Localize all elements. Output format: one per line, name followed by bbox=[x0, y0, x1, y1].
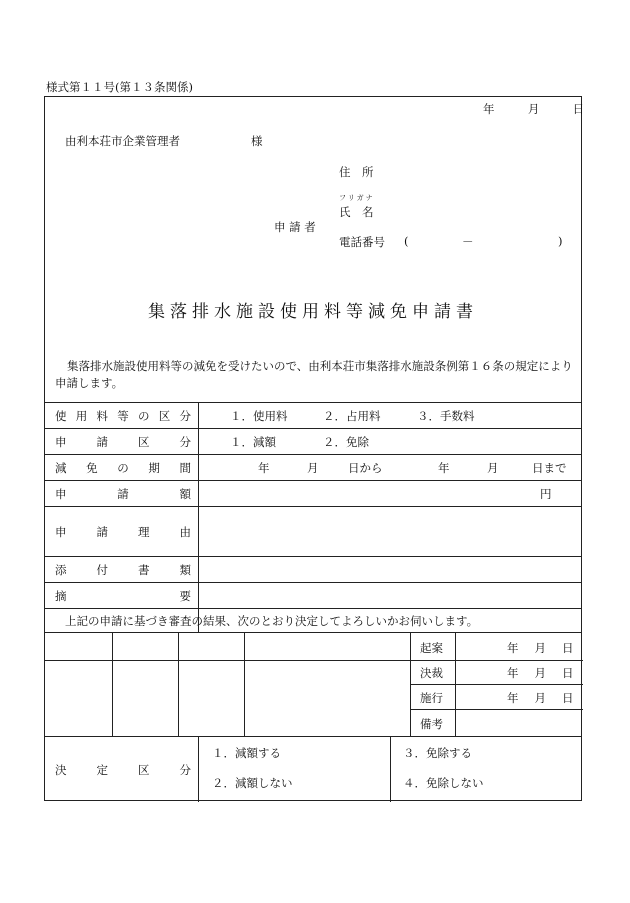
notes-label: 摘 要 bbox=[55, 589, 191, 603]
amount-unit: 円 bbox=[540, 487, 552, 501]
period-to-month: 月 bbox=[487, 461, 499, 475]
date-month: 月 bbox=[527, 102, 540, 116]
period-from-month: 月 bbox=[307, 461, 319, 475]
addressee-honorific: 様 bbox=[251, 134, 263, 148]
decided-date: 年 月 日 bbox=[507, 666, 574, 680]
drafted-date: 年 月 日 bbox=[507, 641, 574, 655]
approval-divider bbox=[244, 632, 245, 736]
decided-label: 決裁 bbox=[420, 666, 443, 680]
phone-close-paren: ) bbox=[558, 234, 563, 248]
label-column-divider bbox=[198, 402, 199, 632]
address-label: 住 所 bbox=[339, 165, 374, 179]
attachments-label: 添 付 書 類 bbox=[55, 563, 191, 577]
furigana-label: フリガナ bbox=[339, 194, 375, 202]
row-divider bbox=[45, 506, 581, 507]
fee-option-handling[interactable]: ３．手数料 bbox=[417, 409, 475, 423]
request-type-label: 申 請 区 分 bbox=[55, 435, 191, 449]
row-divider bbox=[45, 402, 581, 403]
decision-option-reduce[interactable]: １．減額する bbox=[212, 746, 281, 760]
remarks-label: 備考 bbox=[420, 717, 443, 731]
approval-divider bbox=[178, 632, 179, 736]
period-from-suffix: 日から bbox=[348, 461, 383, 475]
decision-option-exempt[interactable]: ３．免除する bbox=[403, 746, 472, 760]
decision-request-text: 上記の申請に基づき審査の結果、次のとおり決定してよろしいかお伺いします。 bbox=[65, 614, 479, 628]
row-divider bbox=[45, 660, 583, 661]
phone-label: 電話番号 bbox=[339, 235, 385, 249]
phone-dash: － bbox=[462, 235, 474, 249]
amount-label: 申 請 額 bbox=[55, 487, 191, 501]
row-divider bbox=[45, 608, 581, 609]
approval-row-divider bbox=[410, 684, 583, 685]
decision-label: 決 定 区 分 bbox=[55, 763, 191, 777]
form-title: 集落排水施設使用料等減免申請書 bbox=[148, 302, 478, 322]
application-form bbox=[44, 96, 585, 801]
addressee-name: 由利本荘市企業管理者 bbox=[65, 134, 180, 148]
intro-paragraph: 集落排水施設使用料等の減免を受けたいので、由利本荘市集落排水施設条例第１６条の規定により申請します。 bbox=[55, 359, 573, 390]
date-year: 年 bbox=[483, 102, 495, 116]
header-date bbox=[483, 101, 584, 117]
period-to-suffix: 日まで bbox=[532, 461, 567, 475]
form-reference: 様式第１１号(第１３条関係) bbox=[46, 80, 193, 94]
decision-option-divider bbox=[390, 736, 391, 802]
name-label: 氏 名 bbox=[339, 205, 374, 219]
executed-date: 年 月 日 bbox=[507, 691, 574, 705]
approval-row-divider bbox=[410, 709, 583, 710]
period-label: 減 免 の 期 間 bbox=[55, 461, 191, 475]
period-from-year: 年 bbox=[258, 461, 270, 475]
decision-option-no-reduce[interactable]: ２．減額しない bbox=[212, 776, 293, 790]
decision-option-no-exempt[interactable]: ４．免除しない bbox=[403, 776, 484, 790]
period-to-year: 年 bbox=[438, 461, 450, 475]
reason-label: 申 請 理 由 bbox=[55, 525, 191, 539]
applicant-label: 申 請 者 bbox=[274, 220, 316, 234]
decision-label-divider bbox=[198, 736, 199, 802]
drafted-label: 起案 bbox=[420, 641, 443, 655]
request-option-exemption[interactable]: ２．免除 bbox=[323, 435, 369, 449]
fee-option-usage[interactable]: １．使用料 bbox=[230, 409, 288, 423]
date-day: 日 bbox=[572, 102, 585, 116]
executed-label: 施行 bbox=[420, 691, 443, 705]
row-divider bbox=[45, 736, 581, 737]
row-divider bbox=[45, 582, 581, 583]
phone-open-paren: ( bbox=[404, 234, 409, 248]
fee-type-label: 使 用 料 等 の 区 分 bbox=[55, 409, 191, 423]
row-divider bbox=[45, 480, 581, 481]
request-option-reduction[interactable]: １．減額 bbox=[230, 435, 276, 449]
row-divider bbox=[45, 428, 581, 429]
approval-divider bbox=[112, 632, 113, 736]
row-divider bbox=[45, 454, 581, 455]
row-divider bbox=[45, 632, 581, 633]
row-divider bbox=[45, 556, 581, 557]
fee-option-occupancy[interactable]: ２．占用料 bbox=[323, 409, 381, 423]
